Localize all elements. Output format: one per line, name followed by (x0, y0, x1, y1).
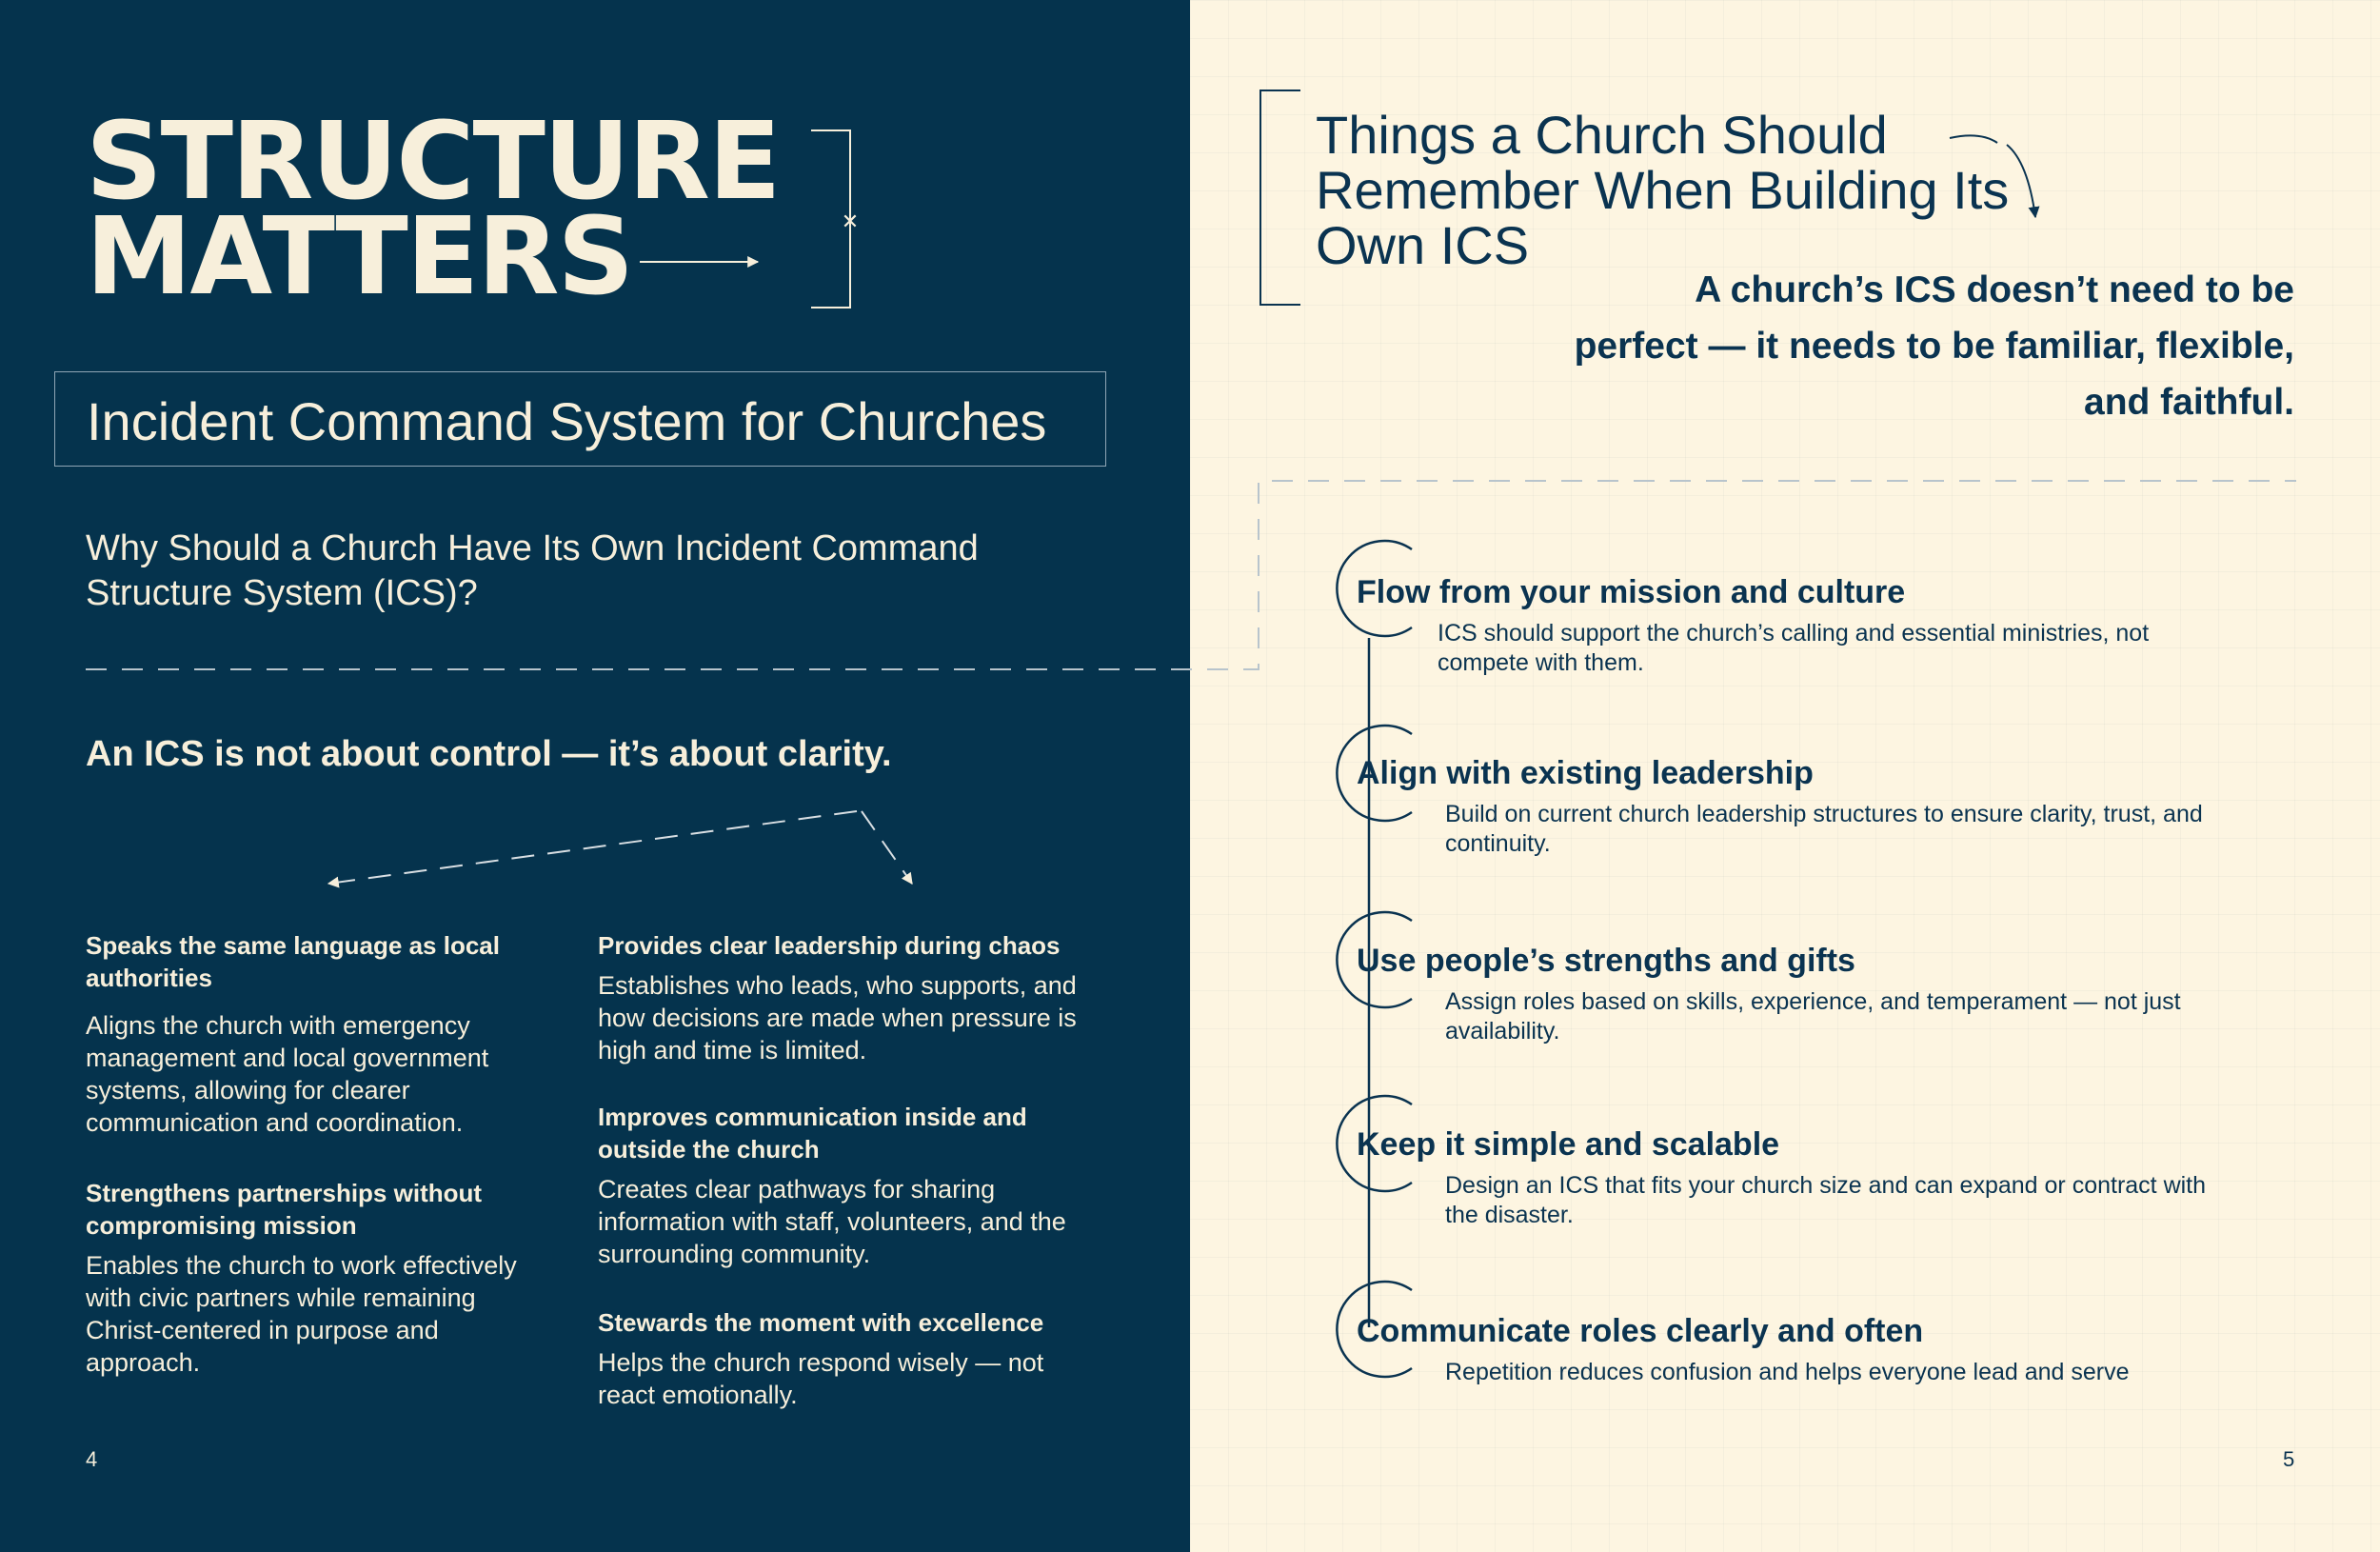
benefit-heading: Strengthens partnerships without compromising mission (86, 1179, 483, 1240)
benefit-body: Creates clear pathways for sharing information with staff, volunteers, and the surrounding community. (598, 1175, 1066, 1268)
step-body: Repetition reduces confusion and helps everyone lead and serve (1445, 1359, 2130, 1385)
benefit-heading: Stewards the moment with excellence (598, 1308, 1044, 1337)
main-title-line-2: MATTERS (86, 195, 633, 319)
timeline-step (1357, 1312, 2213, 1387)
benefit-heading: Speaks the same language as local authorities (86, 931, 500, 992)
step-body: Design an ICS that fits your church size and can expand or contract with the disaster. (1445, 1172, 2207, 1228)
timeline-step (1357, 942, 2213, 1046)
benefit-item (598, 1306, 1093, 1411)
question-heading: Why Should a Church Have Its Own Incident Command Structure System (ICS)? (86, 528, 979, 613)
benefit-item (598, 929, 1112, 1066)
page-number-right: 5 (2283, 1447, 2295, 1471)
step-body: Build on current church leadership structures to ensure clarity, trust, and continuity. (1445, 801, 2203, 857)
benefit-heading: Improves communication inside and outside the church (598, 1103, 1027, 1164)
main-title (86, 100, 780, 319)
benefit-body: Enables the church to work effectively with civic partners while remaining Christ-centered in purpose and approach. (86, 1251, 517, 1377)
main-title-line-1: STRUCTURE (86, 100, 780, 224)
step-heading: Align with existing leadership (1357, 755, 1814, 791)
step-body: Assign roles based on skills, experience, and temperament — not just availability. (1445, 988, 2181, 1045)
timeline-step (1357, 754, 2213, 859)
step-heading: Use people’s strengths and gifts (1357, 943, 1855, 979)
benefit-body: Aligns the church with emergency management and local government systems, allowing for clearer communication and coordination. (86, 1011, 489, 1137)
page-number-left: 4 (86, 1447, 98, 1471)
tagline: An ICS is not about control — it’s about clarity. (86, 734, 892, 774)
pull-quote: A church’s ICS doesn’t need to be perfect — it needs to be familiar, flexible, and faithful. (1574, 269, 2294, 423)
benefit-heading: Provides clear leadership during chaos (598, 931, 1061, 960)
benefit-body: Helps the church respond wisely — not react emotionally. (598, 1348, 1044, 1409)
step-heading: Keep it simple and scalable (1357, 1126, 1780, 1163)
benefit-item (598, 1101, 1093, 1270)
step-heading: Communicate roles clearly and often (1357, 1313, 1924, 1349)
benefit-body: Establishes who leads, who supports, and how decisions are made when pressure is high and time is limited. (598, 971, 1077, 1065)
timeline-step (1357, 1125, 2213, 1230)
step-heading: Flow from your mission and culture (1357, 574, 1906, 610)
step-body: ICS should support the church’s calling and essential ministries, not compete with them. (1438, 620, 2150, 676)
timeline-step (1357, 573, 2213, 678)
subtitle: Incident Command System for Churches (87, 391, 1047, 451)
close-icon: ✕ (841, 210, 860, 234)
subtitle-box (54, 371, 1106, 467)
benefit-item (86, 929, 505, 1139)
right-title: Things a Church Should Remember When Building Its Own ICS (1316, 105, 2010, 275)
benefit-item (86, 1177, 552, 1379)
